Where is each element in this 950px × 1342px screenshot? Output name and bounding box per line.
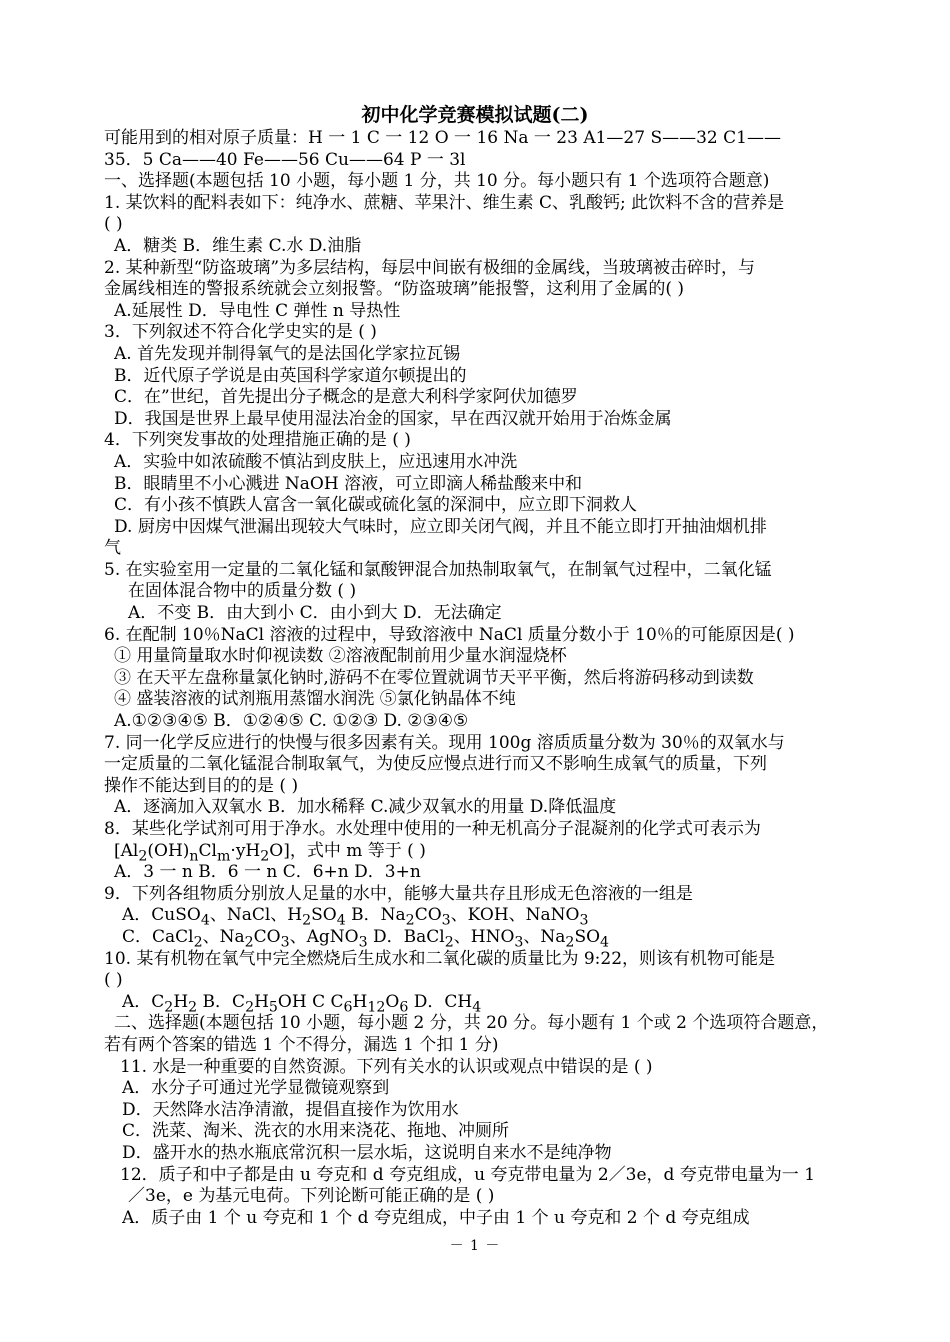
- text-line: 1. 某饮料的配料表如下：纯净水、蔗糖、苹果汁、维生素 C、乳酸钙; 此饮料不含的营养是: [104, 192, 785, 213]
- text-line: ( ): [104, 970, 123, 991]
- text-line: A．糖类 B．维生素 C.水 D.油脂: [114, 235, 362, 256]
- text-line: $[Al_2(OH)_nCl_m\cdot yH_2O]$，式中 m 等于 ( ): [114, 840, 426, 864]
- text-line: 4．下列突发事故的处理措施正确的是 ( ): [104, 430, 411, 451]
- text-line: D. 厨房中因煤气泄漏出现较大气味时，应立即关闭气阀，并且不能立即打开抽油烟机排: [114, 516, 767, 537]
- text-line: A.①②③④⑤ B．①②④⑤ C. ①②③ D. ②③④⑤: [114, 711, 469, 732]
- text-line: A．实验中如浓硫酸不慎沾到皮肤上，应迅速用水冲洗: [114, 451, 518, 472]
- text-line: 一、选择题(本题包括 10 小题，每小题 1 分，共 10 分。每小题只有 1 个选项符合题意): [104, 171, 770, 192]
- text-line: A. 首先发现并制得氧气的是法国化学家拉瓦锡: [114, 343, 461, 364]
- text-line: 一定质量的二氧化锰混合制取氧气，为使反应慢点进行而又不影响生成氧气的质量，下列: [104, 754, 767, 775]
- text-line: 6. 在配制 10％NaCl 溶液的过程中，导致溶液中 NaCl 质量分数小于 10％的可能原因是( ): [104, 624, 795, 645]
- text-line: D．天然降水洁净清澈，提倡直接作为饮用水: [122, 1099, 459, 1120]
- text-line: A．质子由 1 个 u 夸克和 1 个 d 夸克组成，中子由 1 个 u 夸克和 2 个 d 夸克组成: [122, 1207, 750, 1228]
- text-line: ／3e，e 为基元电荷。下列论断可能正确的是 ( ): [128, 1186, 495, 1207]
- text-line: B．近代原子学说是由英国科学家道尔顿提出的: [114, 365, 467, 386]
- text-line: A．$C_2H_2$ B．$C_2H_5OH$ C $C_6H_{12}O_6$ D．$CH_4$: [122, 991, 482, 1016]
- text-line: 5. 在实验室用一定量的二氧化锰和氯酸钾混合加热制取氧气，在制氧气过程中，二氧化锰: [104, 559, 772, 580]
- text-line: B．眼睛里不小心溅进 NaOH 溶液，可立即滴人稀盐酸来中和: [114, 473, 583, 494]
- text-line: 二、选择题(本题包括 10 小题，每小题 2 分，共 20 分。每小题有 1 个或 2 个选项符合题意，: [114, 1013, 829, 1034]
- text-line: A．3 一 n B．6 一 n C．6+n D．3+n: [114, 862, 421, 883]
- text-line: A．逐滴加入双氧水 B．加水稀释 C.减少双氧水的用量 D.降低温度: [114, 797, 617, 818]
- text-line: A．水分子可通过光学显微镜观察到: [122, 1078, 390, 1099]
- text-line: A．CuSO$_4$、NaCl、$H_2SO_4$ B．$Na_2CO_3$、KOH、NaNO$_3$: [122, 905, 589, 929]
- text-line: 在固体混合物中的质量分数 ( ): [128, 581, 357, 602]
- text-line: ( ): [104, 214, 123, 235]
- text-line: C．有小孩不慎跌人富含一氧化碳或硫化氢的深洞中，应立即下洞救人: [114, 495, 638, 516]
- text-line: 8．某些化学试剂可用于净水。水处理中使用的一种无机高分子混凝剂的化学式可表示为: [104, 819, 761, 839]
- text-line: 金属线相连的警报系统就会立刻报警。“防盗玻璃”能报警，这利用了金属的( ): [104, 279, 685, 300]
- text-line: 若有两个答案的错选 1 个不得分，漏选 1 个扣 1 分): [104, 1034, 499, 1055]
- text-line: A.延展性 D．导电性 C 弹性 n 导热性: [114, 300, 401, 321]
- text-line: ③ 在天平左盘称量氯化钠时,游码不在零位置就调节天平平衡，然后将游码移动到读数: [114, 667, 754, 688]
- page-title: 初中化学竞赛模拟试题(二): [361, 104, 589, 126]
- text-line: 操作不能达到目的的是 ( ): [104, 775, 299, 796]
- page-number: － 1 －: [449, 1238, 501, 1254]
- text-line: D．盛开水的热水瓶底常沉积一层水垢，这说明自来水不是纯净物: [122, 1142, 612, 1163]
- text-line: 10. 某有机物在氧气中完全燃烧后生成水和二氧化碳的质量比为 9:22，则该有机物可能是: [104, 948, 776, 969]
- text-line: 2. 某种新型“防盗玻璃”为多层结构，每层中间嵌有极细的金属线，当玻璃被击碎时，与: [104, 257, 756, 278]
- text-line: C．在”世纪，首先提出分子概念的是意大利科学家阿伏加德罗: [114, 387, 578, 408]
- text-line: 7. 同一化学反应进行的快慢与很多因素有关。现用 100g 溶质质量分数为 30％的双氧水与: [104, 732, 785, 753]
- text-line: 9．下列各组物质分别放人足量的水中，能够大量共存且形成无色溶液的一组是: [104, 883, 693, 904]
- text-line: 气: [104, 538, 121, 559]
- text-line: D．我国是世界上最早使用湿法冶金的国家，早在西汉就开始用于冶炼金属: [114, 408, 672, 429]
- text-line: A．不变 B．由大到小 C．由小到大 D．无法确定: [128, 603, 502, 624]
- exam-body: [104, 128, 850, 1229]
- text-line: C．CaCl$_2$、$Na_2CO_3$、AgNO$_3$ D．BaCl$_2$、$HNO_3$、$Na_2SO_4$: [122, 926, 610, 951]
- text-line: 3．下列叙述不符合化学史实的是 ( ): [104, 322, 377, 343]
- text-line: 11. 水是一种重要的自然资源。下列有关水的认识或观点中错误的是 ( ): [120, 1056, 653, 1077]
- text-line: 35．5 Ca——40 Fe——56 Cu——64 P 一 3l: [104, 149, 466, 170]
- text-line: 12．质子和中子都是由 u 夸克和 d 夸克组成，u 夸克带电量为 2／3e，d 夸克带电量为一 1: [120, 1164, 816, 1185]
- text-line: C．洗菜、淘米、洗衣的水用来浇花、拖地、冲厕所: [122, 1121, 510, 1142]
- text-line: ① 用量筒量取水时仰视读数 ②溶液配制前用少量水润湿烧杯: [114, 646, 567, 667]
- text-line: ④ 盛装溶液的试剂瓶用蒸馏水润洗 ⑤氯化钠晶体不纯: [114, 689, 516, 710]
- text-line: 可能用到的相对原子质量：H 一 1 C 一 12 O 一 16 Na 一 23 A1—27 S——32 C1——: [104, 128, 781, 148]
